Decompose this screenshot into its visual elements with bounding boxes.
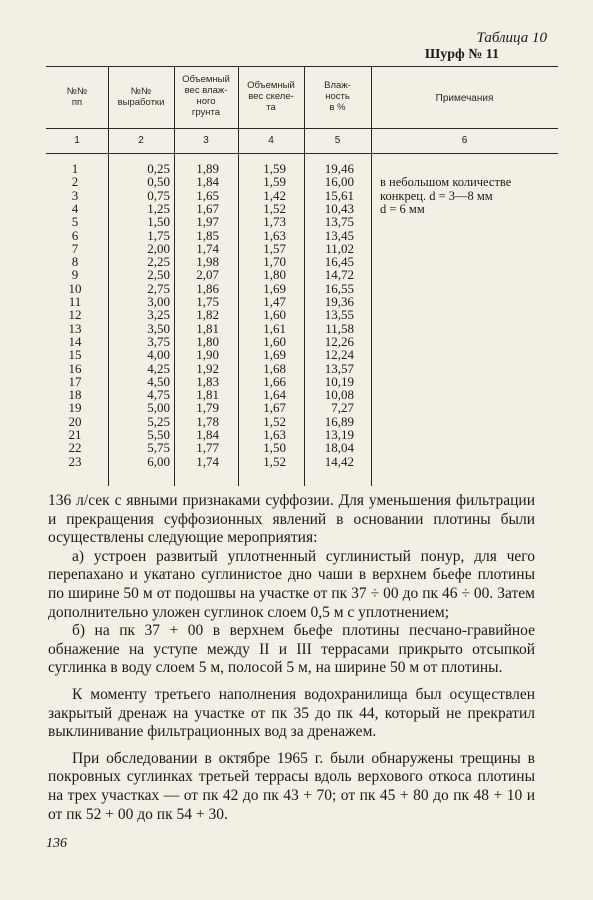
table-cell: 15 [68, 347, 82, 363]
table-row [46, 362, 558, 375]
table-cell: 1,98 [196, 254, 219, 270]
table-row [46, 455, 558, 468]
table-cell: 1,75 [196, 294, 219, 309]
table-row [46, 268, 558, 281]
table-cell: 14,42 [324, 453, 354, 469]
table-cell: 5,50 [147, 427, 170, 442]
table-row [46, 308, 558, 321]
table-cell: 1,69 [263, 347, 286, 363]
table-cell: 2,75 [147, 280, 170, 296]
table-cell: 1,97 [196, 214, 219, 230]
table-cell: 1,75 [147, 227, 170, 243]
table-cell: 7 [71, 240, 79, 256]
table-row [46, 441, 558, 454]
table-cell: 0,75 [147, 187, 170, 203]
table-cell: 1,66 [263, 373, 286, 389]
table-row [46, 322, 558, 335]
table-caption: Таблица 10 [476, 30, 547, 46]
table-cell: 4,00 [147, 347, 170, 363]
table-cell: 18 [68, 387, 82, 403]
table-cell: 7,27 [331, 400, 354, 416]
table-cell: 1,69 [263, 280, 286, 296]
header-col-4: Объемный вес скеле- та [247, 80, 295, 113]
table-cell: 1,63 [263, 227, 286, 243]
table-row [46, 388, 558, 401]
table-cell: 3,00 [147, 294, 170, 309]
table-cell: 1,42 [263, 187, 286, 203]
table-cell: 1,25 [147, 200, 170, 216]
table-cell: 23 [68, 453, 82, 469]
table-cell: 1,47 [263, 294, 286, 309]
table-cell: 3,25 [147, 307, 170, 323]
table-cell: 5,75 [147, 440, 170, 456]
table-cell: 15,61 [324, 187, 354, 203]
colnum-6: 6 [461, 135, 468, 146]
table-cell: 1,81 [196, 387, 219, 403]
colnum-3: 3 [203, 135, 209, 146]
table-cell: 1,83 [196, 373, 219, 389]
table-cell: 13,19 [324, 427, 354, 442]
table-cell: 1,84 [196, 174, 219, 190]
table-subcaption: Шурф № 11 [424, 47, 499, 62]
table-cell: 1,86 [196, 280, 219, 296]
table-cell: 5 [71, 214, 79, 230]
table-cell: 1,59 [263, 161, 286, 176]
header-col-2: №№ выработки [117, 86, 165, 108]
body-text [48, 492, 535, 824]
table-row [46, 428, 558, 441]
table-cell: 5,25 [147, 413, 170, 429]
table-cell: 2,00 [147, 240, 170, 256]
paragraph: 136 л/сек с явными признаками суффозии. Для уменьшения фильтрации и прекращения суффозионных явлений в основании плотины были осуществлены следующие мероприятия: [48, 492, 535, 547]
table-cell: 4,75 [147, 387, 170, 403]
table-cell: 16,45 [324, 254, 354, 270]
table-cell: 17 [68, 373, 82, 389]
table-cell: 16,00 [324, 174, 354, 190]
table-cell: 4 [71, 200, 79, 216]
table-cell: 6,00 [147, 453, 170, 469]
table-cell: 1,92 [196, 360, 219, 376]
table-cell: 8 [71, 254, 79, 270]
table-cell: 20 [68, 413, 82, 429]
table-row [46, 162, 558, 175]
table-cell: 3,50 [147, 320, 170, 336]
table-cell: 10,43 [324, 200, 354, 216]
table-cell: 3,75 [147, 333, 170, 349]
table-row [46, 375, 558, 388]
table-row [46, 348, 558, 361]
table-row [46, 335, 558, 348]
table-cell: 3 [71, 187, 79, 203]
table-cell: 1,74 [196, 453, 219, 469]
table-cell: 2,07 [196, 267, 219, 283]
table-cell: 1,85 [196, 227, 219, 243]
header-col-6: Примечания [435, 93, 494, 104]
table-cell: 10,08 [324, 387, 354, 403]
table-cell: 1,78 [196, 413, 219, 429]
table-cell: 1,52 [263, 413, 286, 429]
table-cell: 1,65 [196, 187, 219, 203]
table-cell: 16,55 [324, 280, 354, 296]
table-cell: 10 [68, 280, 82, 296]
table-cell: 12,24 [324, 347, 354, 363]
table-cell: 1,80 [196, 333, 219, 349]
table-row [46, 242, 558, 255]
table-cell: 1,52 [263, 200, 286, 216]
paragraph: К моменту третьего наполнения водохранилища был осуществлен закрытый дренаж на участке от пк 35 до пк 44, который не прекратил выклинивание фильтрационных вод за дренажем. [48, 685, 535, 741]
table-cell: 21 [68, 427, 82, 442]
table-cell: 1,79 [196, 400, 219, 416]
note-line: в небольшом количестве [380, 175, 512, 189]
table-cell: 11,02 [325, 240, 354, 256]
table-cell: 13 [68, 320, 82, 336]
table-cell: 1,74 [196, 240, 219, 256]
colnum-rule [46, 153, 558, 154]
colnum-5: 5 [334, 135, 341, 146]
table-cell: 19,46 [324, 161, 354, 176]
table-cell: 0,50 [147, 174, 170, 190]
table-cell: 19,36 [324, 294, 354, 309]
table-cell: 19 [68, 400, 82, 416]
colnum-2: 2 [138, 135, 144, 146]
table-cell: 11 [68, 294, 82, 309]
table-row [46, 401, 558, 414]
table-cell: 10,19 [324, 373, 354, 389]
table-cell: 6 [71, 227, 79, 243]
table-cell: 2,50 [147, 267, 170, 283]
table-cell: 2,25 [147, 254, 170, 270]
table-cell: 1,63 [263, 427, 286, 442]
table-cell: 0,25 [147, 161, 170, 176]
table-row [46, 229, 558, 242]
paragraph: При обследовании в октябре 1965 г. были обнаружены трещины в покровных суглинках третьей террасы вдоль верхового откоса плотины на трех участках — от пк 42 до пк 43 + 70; от пк 45 + 80 до пк 48 + 10 и от пк 52 + 00 до пк 54 + 30. [48, 749, 535, 823]
colnum-4: 4 [268, 135, 274, 146]
paragraph: б) на пк 37 + 00 в верхнем бьефе плотины песчано-гравийное обнажение на уступе между II и III террасами прикрыто отсыпкой суглинка в воду слоем 5 м, полосой 5 м, на ширине 50 м от плотины. [48, 622, 535, 677]
table-cell: 1,70 [263, 254, 286, 270]
paragraph: а) устроен развитый уплотненный суглинистый понур, для чего перепахано и укатано суглинистое дно чаши в верхнем бьефе плотины по ширине 50 м от подошвы на участке от пк 37 ÷ 00 до пк 46 ÷ 00. Затем дополнительно уложен суглинок слоем 0,5 м с уплотнением; [48, 547, 535, 621]
page-number: 136 [46, 836, 67, 851]
table-row [46, 215, 558, 228]
table-cell: 1,50 [263, 440, 286, 456]
table-cell: 14 [68, 333, 82, 349]
table-cell: 1,73 [263, 214, 286, 230]
table-cell: 1,67 [263, 400, 286, 416]
table-cell: 1,84 [196, 427, 219, 442]
table-cell: 5,00 [147, 400, 170, 416]
table-cell: 13,55 [324, 307, 354, 323]
table-cell: 1,67 [196, 200, 219, 216]
table-row [46, 295, 558, 308]
table-row [46, 255, 558, 268]
table-cell: 13,45 [324, 227, 354, 243]
table-cell: 16,89 [324, 413, 354, 429]
table-cell: 1,89 [196, 161, 219, 176]
table-cell: 1,59 [263, 174, 286, 190]
table-cell: 1,82 [196, 307, 219, 323]
table-cell: 1,77 [196, 440, 219, 456]
table-cell: 1,81 [196, 320, 219, 336]
table-cell: 9 [71, 267, 79, 283]
table-top-rule [46, 66, 558, 67]
table-row [46, 282, 558, 295]
table-cell: 1,68 [263, 360, 286, 376]
table-cell: 1,52 [263, 453, 286, 469]
data-table [46, 66, 558, 486]
table-cell: 1,57 [263, 240, 286, 256]
table-cell: 16 [68, 360, 82, 376]
table-cell: 1,64 [263, 387, 286, 403]
header-col-1: №№ пп [66, 86, 88, 108]
table-cell: 1,50 [147, 214, 170, 230]
table-cell: 22 [68, 440, 82, 456]
table-cell: 11,58 [325, 320, 354, 336]
table-cell: 4,25 [147, 360, 170, 376]
table-cell: 1,80 [263, 267, 286, 283]
note-line: конкрец. d = 3—8 мм [380, 188, 493, 203]
header-col-5: Влаж- ность в % [324, 80, 351, 113]
table-cell: 1,60 [263, 333, 286, 349]
table-cell: 1,61 [263, 320, 286, 336]
table-cell: 12 [68, 307, 82, 323]
table-cell: 2 [71, 174, 79, 190]
colnum-1: 1 [74, 135, 80, 146]
note-line: d = 6 мм [380, 202, 425, 216]
table-cell: 13,57 [324, 360, 354, 376]
table-cell: 13,75 [324, 214, 354, 230]
table-cell: 1,90 [196, 347, 219, 363]
table-cell: 12,26 [324, 333, 354, 349]
table-cell: 1,60 [263, 307, 286, 323]
table-cell: 14,72 [324, 267, 354, 283]
table-note [380, 176, 511, 217]
header-rule [46, 128, 558, 129]
table-cell: 1 [71, 161, 79, 176]
table-row [46, 415, 558, 428]
table-cell: 18,04 [324, 440, 354, 456]
table-cell: 4,50 [147, 373, 170, 389]
header-col-3: Объемный вес влаж- ного грунта [182, 74, 230, 118]
